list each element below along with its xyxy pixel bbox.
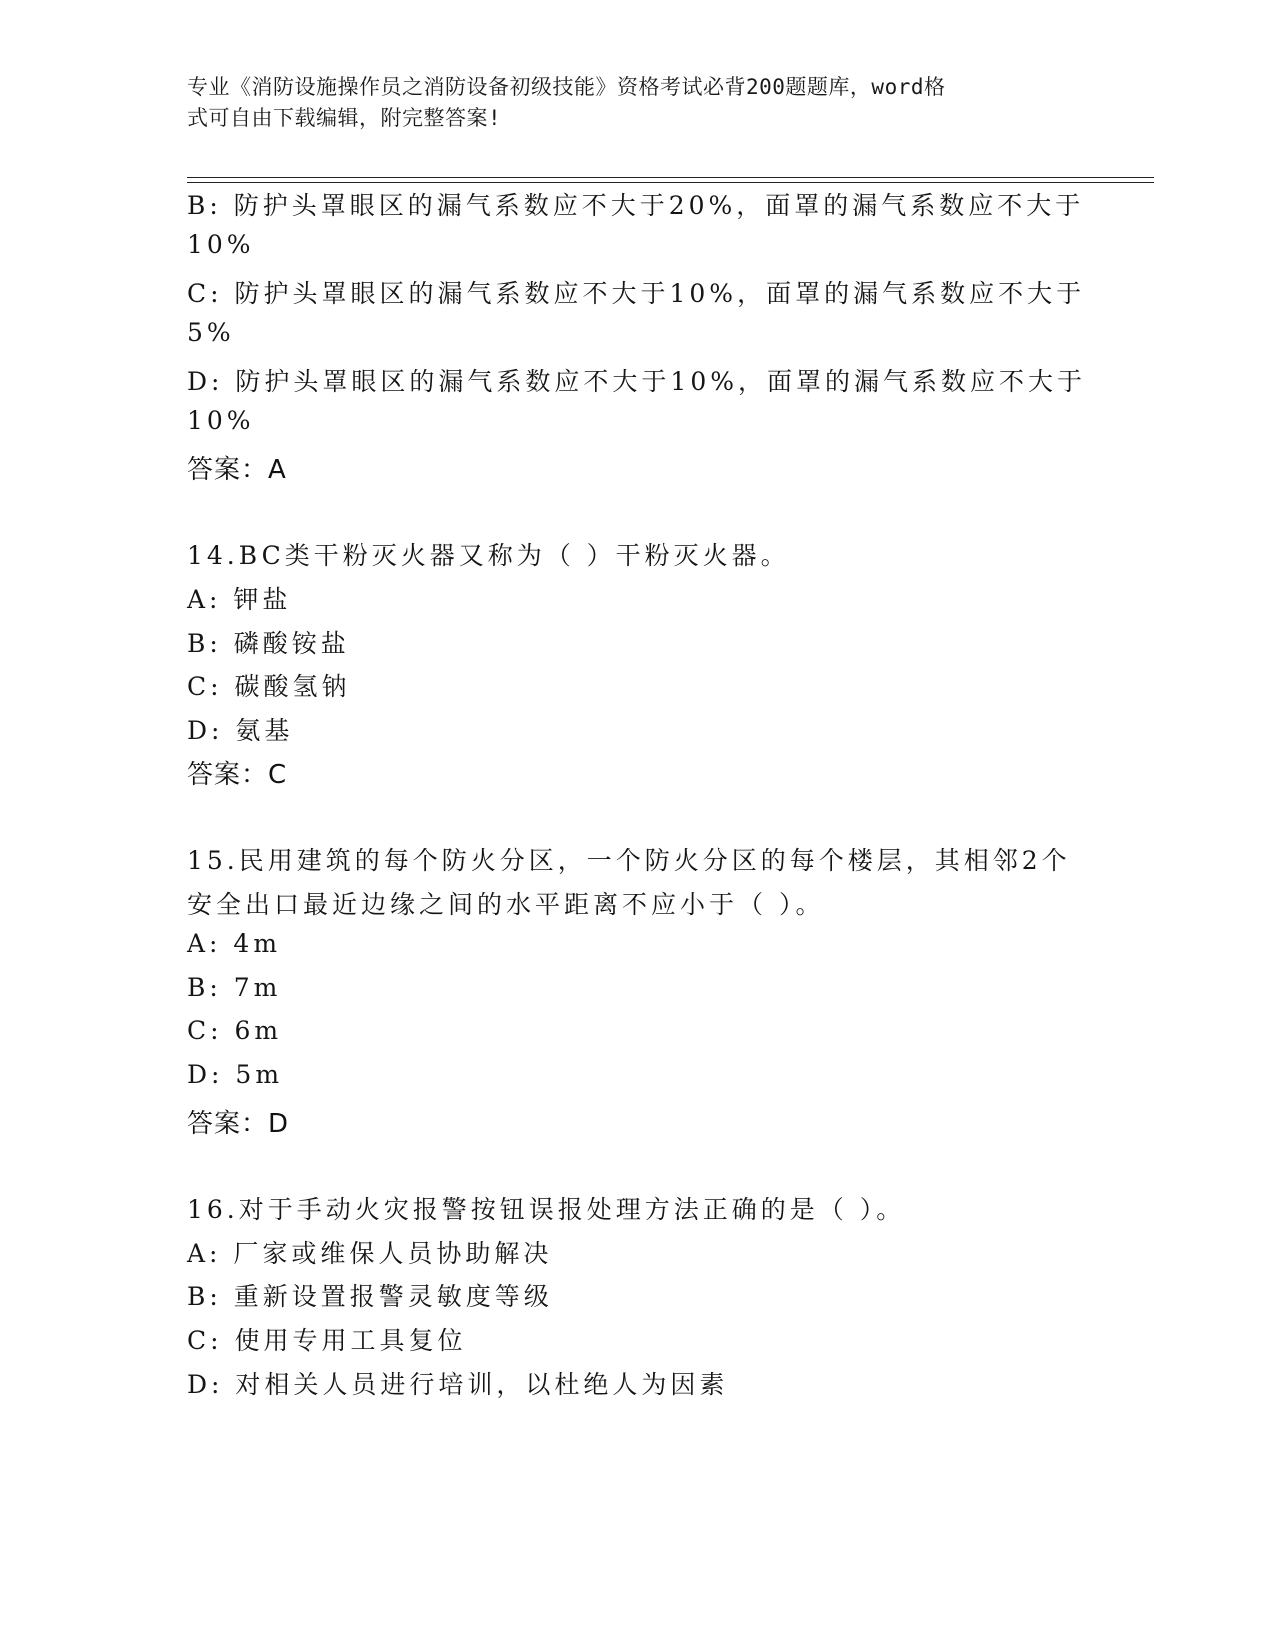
q15-option-d: D: 5m [187, 1060, 284, 1089]
q14-stem: 14.BC类干粉灭火器又称为（ ）干粉灭火器。 [187, 541, 790, 570]
prev-option-b-line2: 10% [187, 230, 255, 259]
q15-option-c: C: 6m [187, 1016, 283, 1045]
q14-option-a: A: 钾盐 [187, 585, 292, 614]
prev-option-d-line1: D: 防护头罩眼区的漏气系数应不大于10%，面罩的漏气系数应不大于 [187, 367, 1086, 396]
prev-option-b-line1: B: 防护头罩眼区的漏气系数应不大于20%，面罩的漏气系数应不大于 [187, 191, 1085, 220]
q15-option-a: A: 4m [187, 929, 282, 958]
q15-option-b: B: 7m [187, 973, 282, 1002]
header-rule-bottom [187, 182, 1154, 183]
q14-answer: 答案：C [187, 760, 288, 790]
q16-option-b: B: 重新设置报警灵敏度等级 [187, 1282, 553, 1311]
header-rule-top [187, 177, 1154, 178]
q16-option-a: A: 厂家或维保人员协助解决 [187, 1239, 553, 1268]
q16-option-c: C: 使用专用工具复位 [187, 1326, 467, 1355]
q15-stem-line1: 15.民用建筑的每个防火分区，一个防火分区的每个楼层，其相邻2个 [187, 846, 1071, 875]
q16-stem: 16.对于手动火灾报警按钮误报处理方法正确的是（ ）。 [187, 1195, 906, 1224]
prev-answer: 答案：A [187, 455, 287, 485]
q15-stem-line2: 安全出口最近边缘之间的水平距离不应小于（ ）。 [187, 890, 825, 919]
document-header [187, 72, 1067, 134]
header-line-2: 式可自由下载编辑，附完整答案! [187, 106, 502, 130]
q14-option-c: C: 碳酸氢钠 [187, 672, 351, 701]
q14-option-d: D: 氨基 [187, 716, 294, 745]
q15-answer: 答案：D [187, 1109, 290, 1139]
prev-option-d-line2: 10% [187, 406, 255, 435]
q16-option-d: D: 对相关人员进行培训，以杜绝人为因素 [187, 1370, 729, 1399]
prev-option-c-line2: 5% [187, 318, 235, 347]
q14-option-b: B: 磷酸铵盐 [187, 629, 350, 658]
header-line-1: 专业《消防设施操作员之消防设备初级技能》资格考试必背200题题库，word格 [187, 75, 946, 99]
prev-option-c-line1: C: 防护头罩眼区的漏气系数应不大于10%，面罩的漏气系数应不大于 [187, 279, 1086, 308]
